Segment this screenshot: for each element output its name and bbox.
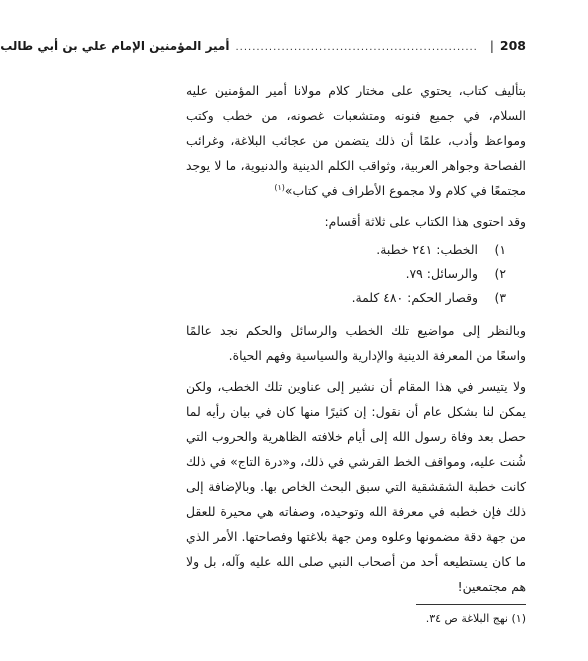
list-item [186,286,506,310]
chapter-title: أمير المؤمنين الإمام علي بن أبي طالب [0,39,230,53]
list-item-text: والرسائل: ٧٩. [405,266,478,281]
list-item-text: الخطب: ٢٤١ خطبة. [376,242,478,257]
page-number: 208 [499,38,526,53]
footnote-marker: (١) [274,182,285,192]
paragraph-text: بتأليف كتاب، يحتوي على مختار كلام مولانا أمير المؤمنين عليه السلام، في جميع فنونه ومتشعبات غصونه، من خطب وكتب ومواعظ وأدب، علمًا أن ذلك يتضمن من عجائب البلاغة، وغرائب الفصاحة وجواهر العربية، وثواقب الكلم الدينية والدنيوية، ما لا يوجد مجتمعًا في كلام ولا مجموع الأطراف في كتاب» [186,83,526,198]
running-header [0,38,526,58]
paragraph: وقد احتوى هذا الكتاب على ثلاثة أقسام: [324,214,526,229]
footnote: (١) نهج البلاغة ص ٣٤. [425,612,526,625]
footnote-rule [416,604,526,605]
header-leader-dots: .......................................................... [235,42,478,53]
list-item-number: ٢) [494,266,506,281]
paragraph: ولا يتيسر في هذا المقام أن نشير إلى عناوين تلك الخطب، ولكن يمكن لنا بشكل عام أن نقول: إن كثيرًا منها كان في بيان رأيه لما حصل بعد وفاة رسول الله إلى أيام خلافته الظاهرية والحروب التي شُنت عليه، ومواقف الخط القرشي في ذلك، و«درة التاج» في ذلك كانت خطبة الشقشقية التي سبق البحث الخاص بها. وبالإضافة إلى ذلك فإن خطبه في معرفة الله وتوحيده، وصفاته هي محيرة للعقل من جهة دقة مضمونها وعلوه ومن جهة بلاغتها وفصاحتها. الأمر الذي ما كان يستطيعه أحد من أصحاب النبي صلى الله عليه وآله، بل ولا هم مجتمعين! [186,379,526,594]
list-item [186,262,506,286]
paragraph: وبالنظر إلى مواضيع تلك الخطب والرسائل والحكم نجد عالمًا واسعًا من المعرفة الدينية والإدارية والسياسية وفهم الحياة. [186,323,526,363]
paragraph [186,78,526,203]
header-separator: | [489,39,494,53]
list-item-text: وقصار الحكم: ٤٨٠ كلمة. [351,290,478,305]
body-text [186,78,526,609]
list-item [186,238,506,262]
list-item-number: ١) [494,242,506,257]
list-item-number: ٣) [494,290,506,305]
sections-list [186,238,526,310]
